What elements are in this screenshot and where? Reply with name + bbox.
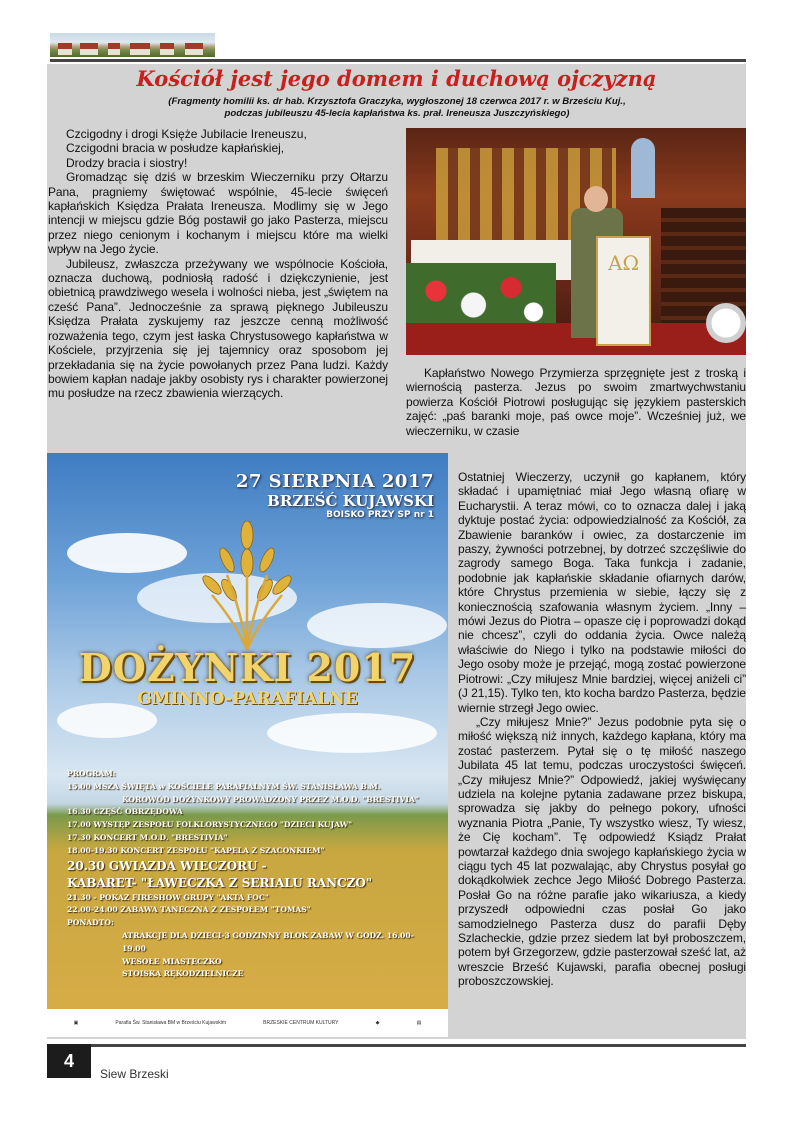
poster-title: DOŻYNKI 2017 (78, 645, 417, 690)
poster-sponsors (47, 1009, 448, 1037)
program-item: 17.00 WYSTĘP ZESPOŁU FOLKLORYSTYCZNEGO "DZIECI KUJAW" (67, 820, 353, 830)
greeting-line: Drodzy bracia i siostry! (66, 155, 188, 170)
article-right-column-bottom (458, 470, 746, 989)
header-village-photo (50, 33, 215, 57)
sponsor-parish: Parafia Św. Stanisława BM w Brześciu Kujawskim (115, 1020, 227, 1026)
church-interior-photo (406, 128, 746, 355)
article-title: Kościół jest jego domem i duchową ojczyzną (136, 66, 657, 91)
program-item: 18.00-19.30 KONCERT ZESPOŁU "KAPELA Z SZACONKIEM" (67, 845, 325, 855)
harvest-festival-poster (47, 453, 448, 1037)
article-subtitle: (Fragmenty homilii ks. dr hab. Krzysztofa Graczyka, wygłoszonej 18 czerwca 2017 r. w Brześciu Kuj., podczas jubileuszu 45-lecia kapłaństwa ks. prał. Ireneusza Juszczyńskiego) (168, 96, 626, 119)
program-item: ATRAKCJE DLA DZIECI-3 GODZINNY BLOK ZABAW W GODZ. 16.00-19.00 (122, 930, 414, 953)
greeting-line: Czcigodni bracia w posłudze kapłańskiej, (66, 141, 285, 156)
footer-divider (91, 1044, 746, 1047)
program-item: KOROWÓD DOŻYNKOWY PROWADZONY PRZEZ M.O.D. "BRESTIVIA" (122, 794, 419, 804)
wheat-icon (197, 515, 297, 655)
program-item: 17.30 KONCERT M.O.D. "BRESTIVIA" (67, 832, 228, 842)
sponsor-logo: ◆ (375, 1020, 380, 1026)
program-item: KABARET- "ŁAWECZKA Z SERIALU RANCZO" (67, 875, 373, 890)
page-number: 4 (47, 1044, 91, 1078)
program-item: STOISKA RĘKODZIELNICZE (122, 969, 244, 979)
sponsor-culture-center: BRZESKIE CENTRUM KULTURY (263, 1020, 339, 1026)
poster-date-block (236, 471, 434, 520)
program-item: 15.00 MSZA ŚWIĘTA w KOŚCIELE PARAFIALNYM ŚW. STANISŁAWA B.M. (67, 781, 381, 791)
poster-place: BRZEŚĆ KUJAWSKI (267, 492, 434, 510)
article-paragraph: Kapłaństwo Nowego Przymierza sprzęgnięte jest z troską i wiernością pasterza. Jezus po swoim zmartwychwstaniu powierza Kościół Piotrowi posługując się językiem pasterskich zajęć: „paś baranki moje, paś owce moje”. Wcześniej już, we wieczerniku, w czasie (406, 366, 746, 438)
article-right-column-top (406, 366, 746, 438)
program-item: WESOŁE MIASTECZKO (122, 956, 222, 966)
sponsor-logo: ▤ (416, 1020, 422, 1026)
article-paragraph: Gromadząc się dziś w brzeskim Wieczerniku przy Ołtarzu Pana, pragniemy świętować wspólnie, 45-lecie święceń kapłańskich Księdza Prałata Ireneusza. Modlimy się w Jego intencji w miejscu gdzie Bóg postawił go jako Pasterza, miejscu przez niego cenionym i kochanym i miejscu które ma wielki wpływ na Jego życie. (48, 170, 388, 257)
header-divider (50, 59, 746, 62)
program-item: 16.30 CZĘŚĆ OBRZĘDOWA (67, 807, 183, 817)
poster-program (67, 768, 437, 981)
poster-date: 27 SIERPNIA 2017 (235, 471, 434, 492)
article-paragraph: Ostatniej Wieczerzy, uczynił go kapłanem, który składać i upamiętniać miał Jego własną ofiarę w Eucharystii. A teraz mówi, co to oznacza dalej i jaką dyktuje postać życia: odpowiedzialność za Kościół, za Zbawienie baranków i owiec, za dostarczenie im paszy, żywności potrzebnej, by dotrzeć szczęśliwie do zagrody samego Boga. Taka funkcja i zadanie, podobnie jak kapłańskie składanie ofiarnych darów, które Chrystus przemienia w siebie, łączy się z koniecznością szafowania własnym życiem. „Inny – mówi Jezus do Piotra – opasze cię i poprowadzi dokąd nie chcesz”, czyli do oddania życia. Owce należą właściwie do Niego i tylko na podstawie miłości do Jego osoby może je przejąć, mogą zostać powierzone Piotrowi: „Czy miłujesz Mnie bardziej, więcej aniżeli ci” (J 21,15). Tylko ten, kto kocha bardzo Pasterza, będzie wiernie strzegł Jego owiec. (458, 470, 746, 715)
program-item: 21.30 - POKAZ FIRESHOW GRUPY "AKTA FOC" (67, 892, 269, 902)
greeting-line: Czcigodny i drogi Księże Jubilacie Ireneuszu, (66, 127, 307, 141)
sponsor-logo: ▣ (73, 1020, 79, 1026)
article-paragraph: „Czy miłujesz Mnie?” Jezus podobnie pyta się o miłość większą niż innych, każdego kapłana, który ma zostać pasterzem. Pytał się o tę miłość naszego Jubilata 45 lat temu, podczas uroczystości święceń. „Czy miłujesz Mnie?” Odpowiedź, jakiej wyświęcany udziela na kolejne pytania zadawane przez biskupa, sprowadza się jakby do pełnego pokory, ufności wyznania Piotra „Panie, Ty wszystko wiesz, Ty wiesz, że Cię kocham”. Tę odpowiedź Ksiądz Prałat powtarzał każdego dnia swojego kapłańskiego życia w ciągu tych 45 lat pozwalając, aby Chrystus posyłał go dokądkolwiek zechce Jego Miłość Dobrego Pasterza. Posłał Go na różne parafie jako wikariusza, a kiedy przyszedł odpowiedni czas posłał Go jako samodzielnego Pasterza dusz do parafii Dęby Szlacheckie, gdzie przez siedem lat był proboszczem, potem był Grzegorzew, gdzie pasterzował sześć lat, aż wreszcie Brześć Kujawski, parafia obecnej posługi proboszczowskiej. (458, 714, 746, 989)
program-item: PONADTO: (67, 918, 114, 928)
poster-subtitle: GMINNO-PARAFIALNE (137, 689, 358, 709)
alpha-omega-icon: AΩ (608, 251, 640, 275)
program-item: 20.30 GWIAZDA WIECZORU - (67, 858, 267, 873)
magazine-name: Siew Brzeski (100, 1067, 169, 1081)
article-left-column (48, 127, 388, 401)
poster-venue: BOISKO PRZY SP nr 1 (326, 510, 434, 520)
program-item: 22.00-24.00 ZABAWA TANECZNA Z ZESPOŁEM "TOMAS" (67, 905, 311, 915)
article-paragraph: Jubileusz, zwłaszcza przeżywany we wspólnocie Kościoła, oznacza duchową, podniosłą radość i dziękczynienie, jest obietnicą prawdziwego wesela i wolności nieba, jest „świętem na cześć Pana”. Jednocześnie za sprawą pięknego Jubileuszu Księdza Prałata zyskujemy raz jeszcze cenną możliwość rozważenia tego, czym jest łaska Chrystusowego kapłaństwa w Kościele, przyjrzenia się jej tajemnicy oraz sposobom jej przekładania się na życie powołanych przez Pana ludzi. Każdy bowiem kapłan nadaje jakby osobisty rys i charakter powierzonej mu posłudze na rzecz zbawienia wierzących. (48, 256, 388, 401)
program-label: PROGRAM: (67, 769, 116, 778)
